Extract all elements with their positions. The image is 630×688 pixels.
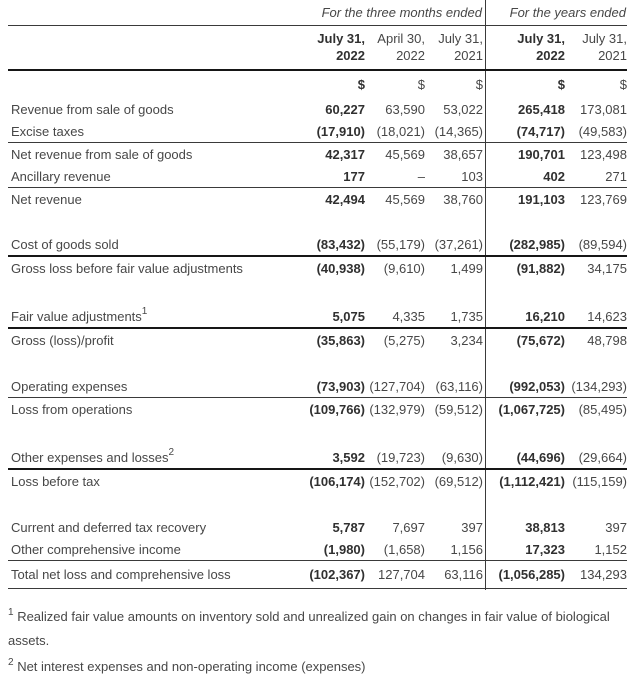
table-row-other-comprehensive-income bbox=[8, 538, 627, 561]
row-label: Other comprehensive income bbox=[11, 541, 181, 557]
row-label: Other expenses and losses$^2$ bbox=[11, 447, 175, 465]
row-gap bbox=[8, 210, 627, 233]
cell-value: (1,658) bbox=[383, 541, 425, 557]
column-header-apr-30-2022-q: April 30, 2022 bbox=[377, 31, 425, 63]
income-statement-table bbox=[8, 0, 627, 589]
footnote-reference-2: 2 bbox=[168, 447, 175, 459]
cell-value: 38,657 bbox=[443, 146, 483, 162]
cell-value: 63,590 bbox=[385, 101, 425, 117]
cell-value: (992,053) bbox=[509, 378, 565, 394]
cell-value: 42,494 bbox=[325, 191, 365, 207]
cell-value: (63,116) bbox=[435, 378, 483, 394]
currency-symbol: $ bbox=[475, 77, 483, 92]
row-label: Fair value adjustments$^1$ bbox=[11, 306, 148, 324]
cell-value: (152,702) bbox=[369, 473, 425, 489]
cell-value: 3,592 bbox=[332, 449, 365, 465]
cell-value: 17,323 bbox=[525, 541, 565, 557]
currency-symbol: $ bbox=[417, 77, 425, 92]
row-label: Gross loss before fair value adjustments bbox=[11, 260, 243, 276]
cell-value: (1,980) bbox=[323, 541, 365, 557]
row-label: Loss before tax bbox=[11, 473, 100, 489]
table-row-loss-before-tax bbox=[8, 470, 627, 492]
cell-value: 38,813 bbox=[525, 519, 565, 535]
group-header-row bbox=[8, 0, 627, 26]
cell-value: (35,863) bbox=[316, 332, 365, 348]
cell-value: (1,067,725) bbox=[498, 401, 565, 417]
cell-value: (115,159) bbox=[572, 473, 627, 489]
cell-value: (109,766) bbox=[309, 401, 365, 417]
cell-value: 48,798 bbox=[587, 332, 627, 348]
cell-value: 1,156 bbox=[450, 541, 483, 557]
label-column-spacer bbox=[8, 30, 287, 64]
cell-value: 173,081 bbox=[580, 101, 627, 117]
column-header-jul-31-2021-q: July 31, 2021 bbox=[438, 31, 483, 63]
cell-value: 45,569 bbox=[385, 191, 425, 207]
cell-value: 3,234 bbox=[450, 332, 483, 348]
cell-value: 60,227 bbox=[325, 101, 365, 117]
table-row-excise-taxes bbox=[8, 120, 627, 143]
cell-value: (44,696) bbox=[516, 449, 565, 465]
date-header-row bbox=[8, 26, 627, 71]
row-label: Total net loss and comprehensive loss bbox=[11, 567, 231, 582]
cell-value: (5,275) bbox=[383, 332, 425, 348]
table-row-gross-loss-profit bbox=[8, 329, 627, 351]
table-row-gross-loss-before-fair-value-adjustments bbox=[8, 257, 627, 279]
cell-value: (134,293) bbox=[571, 378, 627, 394]
table-row-fair-value-adjustments bbox=[8, 305, 627, 329]
currency-symbol: $ bbox=[557, 77, 565, 92]
cell-value: (73,903) bbox=[316, 378, 365, 394]
cell-value: (49,583) bbox=[578, 123, 627, 139]
cell-value: (1,056,285) bbox=[498, 567, 565, 582]
cell-value: (14,365) bbox=[434, 123, 483, 139]
cell-value: (106,174) bbox=[309, 473, 365, 489]
cell-value: 123,769 bbox=[580, 191, 627, 207]
row-label: Loss from operations bbox=[11, 401, 133, 417]
cell-value: 45,569 bbox=[385, 146, 425, 162]
row-label: Current and deferred tax recovery bbox=[11, 519, 207, 535]
table-row-total-net-loss-and-comprehensive-loss bbox=[8, 561, 627, 589]
cell-value: 123,498 bbox=[580, 146, 627, 162]
table-row-operating-expenses bbox=[8, 375, 627, 398]
cell-value: 397 bbox=[605, 519, 627, 535]
cell-value: 16,210 bbox=[525, 308, 565, 324]
footnote-reference-1: 1 bbox=[141, 306, 148, 318]
cell-value: (102,367) bbox=[309, 567, 365, 582]
currency-row bbox=[8, 71, 627, 98]
cell-value: 191,103 bbox=[518, 191, 565, 207]
row-gap bbox=[8, 351, 627, 375]
footnote-text: Net interest expenses and non-operating income (expenses) bbox=[17, 659, 366, 674]
footnotes-section bbox=[8, 605, 622, 679]
cell-value: (29,664) bbox=[578, 449, 627, 465]
footnote-marker-1: 1 bbox=[8, 606, 14, 618]
cell-value: 134,293 bbox=[580, 567, 627, 582]
cell-value: 5,787 bbox=[332, 519, 365, 535]
cell-value: (9,610) bbox=[383, 260, 425, 276]
cell-value: 63,116 bbox=[444, 567, 483, 582]
cell-value: 190,701 bbox=[518, 146, 565, 162]
row-gap bbox=[8, 279, 627, 305]
cell-value: 53,022 bbox=[443, 101, 483, 117]
cell-value: 4,335 bbox=[392, 308, 425, 324]
cell-value: 103 bbox=[461, 168, 483, 184]
cell-value: (59,512) bbox=[434, 401, 483, 417]
footnote-marker-2: 2 bbox=[8, 656, 14, 668]
cell-value: 38,760 bbox=[443, 191, 483, 207]
cell-value: 14,623 bbox=[587, 308, 627, 324]
row-label: Excise taxes bbox=[11, 123, 84, 139]
cell-value: 34,175 bbox=[587, 260, 627, 276]
currency-symbol: $ bbox=[619, 77, 627, 92]
currency-symbol: $ bbox=[357, 77, 365, 92]
cell-value: 265,418 bbox=[518, 101, 565, 117]
cell-value: 42,317 bbox=[325, 146, 365, 162]
cell-value: 127,704 bbox=[378, 567, 425, 582]
table-row-revenue-from-sale-of-goods bbox=[8, 98, 627, 120]
row-label: Operating expenses bbox=[11, 378, 128, 394]
footnote-2 bbox=[8, 655, 622, 679]
cell-value: 271 bbox=[605, 168, 627, 184]
table-row-current-and-deferred-tax-recovery bbox=[8, 516, 627, 538]
cell-value: 1,735 bbox=[450, 308, 483, 324]
cell-value: 7,697 bbox=[392, 519, 425, 535]
row-label: Net revenue from sale of goods bbox=[11, 146, 193, 162]
cell-value: (18,021) bbox=[376, 123, 425, 139]
row-label: Gross (loss)/profit bbox=[11, 332, 114, 348]
table-row-other-expenses-and-losses bbox=[8, 446, 627, 470]
row-label: Revenue from sale of goods bbox=[11, 101, 174, 117]
cell-value: (91,882) bbox=[516, 260, 565, 276]
cell-value: (69,512) bbox=[434, 473, 483, 489]
table-row-cost-of-goods-sold bbox=[8, 233, 627, 257]
row-gap bbox=[8, 420, 627, 446]
cell-value: (17,910) bbox=[316, 123, 365, 139]
column-header-jul-31-2022-y: July 31, 2022 bbox=[517, 31, 565, 63]
footnote-1 bbox=[8, 605, 622, 653]
cell-value: 1,499 bbox=[450, 260, 483, 276]
cell-value: (55,179) bbox=[376, 236, 425, 252]
cell-value: (40,938) bbox=[316, 260, 365, 276]
cell-value: (37,261) bbox=[434, 236, 483, 252]
row-label: Ancillary revenue bbox=[11, 168, 111, 184]
row-label: Cost of goods sold bbox=[11, 236, 119, 252]
cell-value: (89,594) bbox=[578, 236, 627, 252]
cell-value: (19,723) bbox=[376, 449, 425, 465]
footnote-text: Realized fair value amounts on inventory sold and unrealized gain on changes in fair value of biological assets. bbox=[8, 609, 610, 648]
cell-value: 397 bbox=[461, 519, 483, 535]
table-row-net-revenue-from-sale-of-goods bbox=[8, 143, 627, 165]
cell-value: 5,075 bbox=[332, 308, 365, 324]
cell-value: 402 bbox=[543, 168, 565, 184]
table-row-net-revenue bbox=[8, 188, 627, 210]
cell-value: (282,985) bbox=[509, 236, 565, 252]
group-header-years: For the years ended bbox=[509, 5, 626, 20]
cell-value: 177 bbox=[343, 168, 365, 184]
group-header-three-months: For the three months ended bbox=[321, 5, 482, 20]
cell-value: 1,152 bbox=[594, 541, 627, 557]
table-row-ancillary-revenue bbox=[8, 165, 627, 188]
cell-value: (127,704) bbox=[369, 378, 425, 394]
column-header-jul-31-2021-y: July 31, 2021 bbox=[582, 31, 627, 63]
cell-value: (9,630) bbox=[441, 449, 483, 465]
row-label: Net revenue bbox=[11, 191, 82, 207]
row-gap bbox=[8, 492, 627, 516]
cell-value: – bbox=[417, 168, 425, 184]
cell-value: (1,112,421) bbox=[499, 473, 565, 489]
cell-value: (85,495) bbox=[578, 401, 627, 417]
cell-value: (75,672) bbox=[516, 332, 565, 348]
cell-value: (132,979) bbox=[369, 401, 425, 417]
column-header-jul-31-2022-q: July 31, 2022 bbox=[317, 31, 365, 63]
table-row-loss-from-operations bbox=[8, 398, 627, 420]
cell-value: (83,432) bbox=[316, 236, 365, 252]
cell-value: (74,717) bbox=[516, 123, 565, 139]
